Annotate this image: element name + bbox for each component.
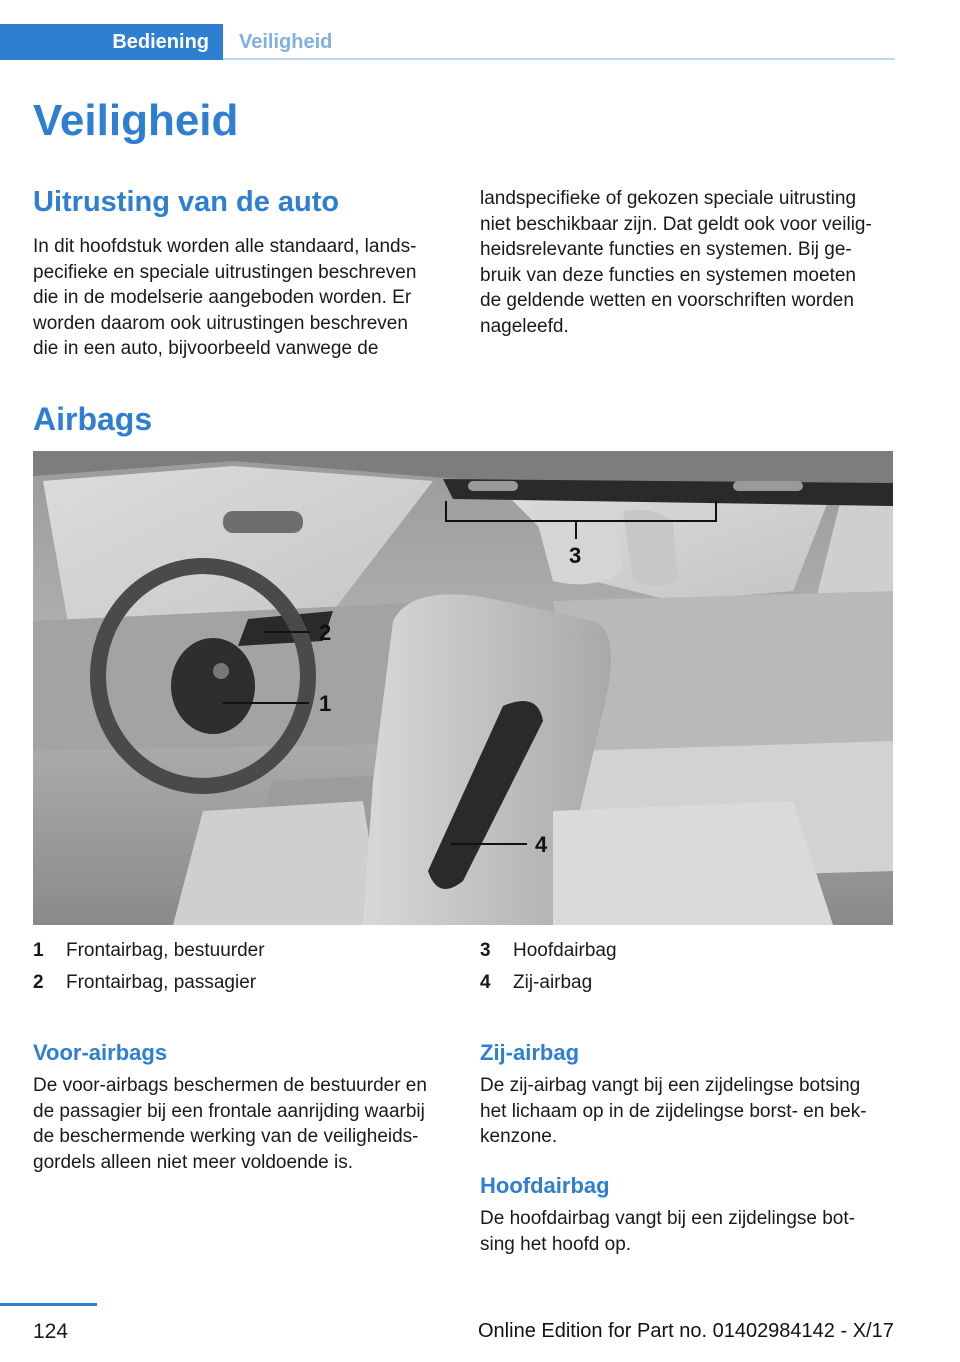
zij-airbag-paragraph: De zij-airbag vangt bij een zijdelingse botsing het lichaam op in de zijdelingse borst- en bek‐ kenzone. — [480, 1075, 867, 1147]
intro-paragraph-col2: landspecifieke of gekozen speciale uitrusting niet beschikbaar zijn. Dat geldt ook voor veilig‐ heidsrelevante functies en systemen. Bij ge‐ bruik van deze functies en systemen moeten de geldende wetten en voorschriften worden nageleefd. — [480, 188, 872, 337]
tab-divider — [223, 58, 895, 60]
chapter-tabs — [0, 24, 895, 62]
airbag-illustration — [33, 451, 893, 925]
hoofdairbag-heading: Hoofdairbag — [480, 1173, 610, 1198]
page-number: 124 — [33, 1320, 69, 1343]
zij-airbag-heading: Zij-airbag — [480, 1040, 580, 1065]
edition-info: Online Edition for Part no. 01402984142 - X/17 — [478, 1320, 894, 1342]
airbags-heading: Airbags — [33, 401, 153, 437]
section-title: Uitrusting van de auto — [33, 186, 340, 218]
callout-4: 4 — [535, 832, 548, 857]
footer-divider — [0, 1303, 97, 1306]
hoofdairbag-paragraph: De hoofdairbag vangt bij een zijdelingse bot‐ sing het hoofd op. — [480, 1208, 855, 1255]
intro-paragraph-col1: In dit hoofdstuk worden alle standaard, lands‐ pecifieke en speciale uitrustingen beschreven die in de modelserie aangeboden worden. Er worden daarom ook uitrustingen beschreven die in een auto, bijvoorbeeld vanwege de — [33, 236, 417, 359]
voor-airbags-paragraph: De voor-airbags beschermen de bestuurder en de passagier bij een frontale aanrijding waarbij de beschermende werking van de veiligheids‐ gordels alleen niet meer voldoende is. — [33, 1075, 427, 1173]
callout-2: 2 — [319, 620, 332, 645]
chapter-title: Veiligheid — [33, 96, 239, 145]
tab-veiligheid[interactable]: Veiligheid — [239, 31, 333, 53]
callout-1: 1 — [319, 691, 332, 716]
tab-bediening[interactable]: Bediening — [0, 24, 223, 60]
voor-airbags-heading: Voor-airbags — [33, 1040, 168, 1065]
callout-3: 3 — [569, 543, 582, 568]
car-interior-graphic — [33, 451, 893, 925]
